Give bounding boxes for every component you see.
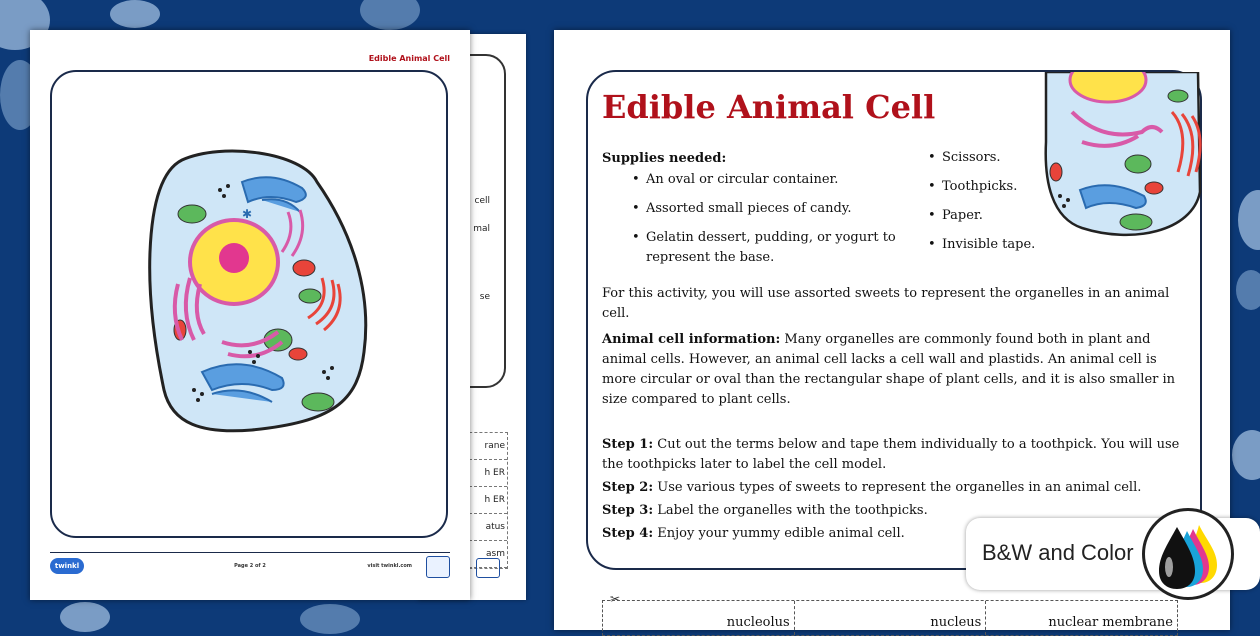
mitochondrion-icon <box>1120 214 1152 230</box>
supply-item: • An oval or circular container. <box>632 170 912 190</box>
background-bubble <box>60 602 110 632</box>
info-paragraph <box>602 330 1182 410</box>
cut-out-terms-table <box>602 600 1178 636</box>
supply-item: • Paper. <box>928 206 1078 226</box>
step-text: Cut out the terms below and tape them individually to a toothpick. You will use the toothpicks later to label the cell model. <box>602 437 1180 472</box>
left-page-title: Edible Animal Cell <box>368 54 450 63</box>
supply-item: • Toothpicks. <box>928 177 1078 197</box>
term-card: nuclear membrane <box>1048 615 1174 630</box>
footer-divider <box>50 552 450 553</box>
page-number: Page 2 of 2 <box>234 563 266 569</box>
supplies-heading: Supplies needed: <box>602 151 727 166</box>
info-label: Animal cell information: <box>602 332 781 347</box>
nucleolus-icon <box>219 243 249 273</box>
animal-cell-illustration <box>52 72 446 536</box>
intro-paragraph: For this activity, you will use assorted sweets to represent the organelles in an animal cell. <box>602 286 1170 321</box>
term-card: nucleus <box>795 601 987 635</box>
step-1 <box>602 435 1182 475</box>
back-page-word: cell <box>474 196 490 206</box>
step-2 <box>602 478 1182 498</box>
ink-drops-graphic <box>1145 511 1231 597</box>
background-bubble <box>1232 430 1260 480</box>
twinkl-logo: twinkl <box>50 558 84 574</box>
supply-item: • Assorted small pieces of candy. <box>632 199 912 219</box>
back-table-cell: rane <box>419 433 507 460</box>
lysosome-icon <box>1145 182 1163 194</box>
back-page-logo <box>476 558 500 578</box>
step-label: Step 2: <box>602 480 654 495</box>
lysosome-icon <box>289 348 307 360</box>
visit-link: visit twinkl.com <box>367 563 412 569</box>
mitochondrion-icon <box>1125 155 1151 173</box>
scissors-icon: ✂ <box>610 592 621 606</box>
back-table-cell: asm <box>419 541 507 568</box>
left-page <box>30 30 470 600</box>
supplies-list-left <box>632 170 912 277</box>
left-page-frame <box>50 70 448 538</box>
mitochondrion-icon <box>299 289 321 303</box>
back-table-cell: h ER <box>419 460 507 487</box>
supplies-list-right <box>928 148 1078 264</box>
back-table-cell: atus <box>419 514 507 541</box>
lysosome-icon <box>293 260 315 276</box>
background-bubble <box>1238 190 1260 250</box>
step-label: Step 3: <box>602 503 654 518</box>
ink-drops-icon <box>1142 508 1234 600</box>
mitochondrion-icon <box>178 205 206 223</box>
step-text: Enjoy your yummy edible animal cell. <box>653 526 905 541</box>
background-bubble <box>1236 270 1260 310</box>
centrosome-icon: ✱ <box>242 207 253 221</box>
back-page-word: se <box>479 292 490 302</box>
mitochondrion-icon <box>1168 90 1188 102</box>
background-bubble <box>110 0 160 28</box>
step-text: Label the organelles with the toothpicks. <box>653 503 928 518</box>
back-table-cell: h ER <box>419 487 507 514</box>
document-title: Edible Animal Cell <box>602 88 936 126</box>
supply-item: • Invisible tape. <box>928 235 1078 255</box>
step-text: Use various types of sweets to represent the organelles in an animal cell. <box>653 480 1142 495</box>
quality-badge-icon <box>426 556 450 578</box>
back-page-word: mal <box>473 224 490 234</box>
badge-label: B&W and Color <box>982 540 1134 565</box>
step-label: Step 1: <box>602 437 654 452</box>
supply-item: • Gelatin dessert, pudding, or yogurt to represent the base. <box>632 228 912 268</box>
supply-item: • Scissors. <box>928 148 1078 168</box>
background-bubble <box>360 0 420 30</box>
step-label: Step 4: <box>602 526 654 541</box>
mitochondrion-icon <box>302 393 334 411</box>
term-card: nucleolus <box>603 601 795 635</box>
info-text: Many organelles are commonly found both in plant and animal cells. However, an animal cell lacks a cell wall and plastids. An animal cell is more circular or oval than the rectangular shape of plant cells, and it is also smaller in size compared to plant cells. <box>602 332 1176 407</box>
